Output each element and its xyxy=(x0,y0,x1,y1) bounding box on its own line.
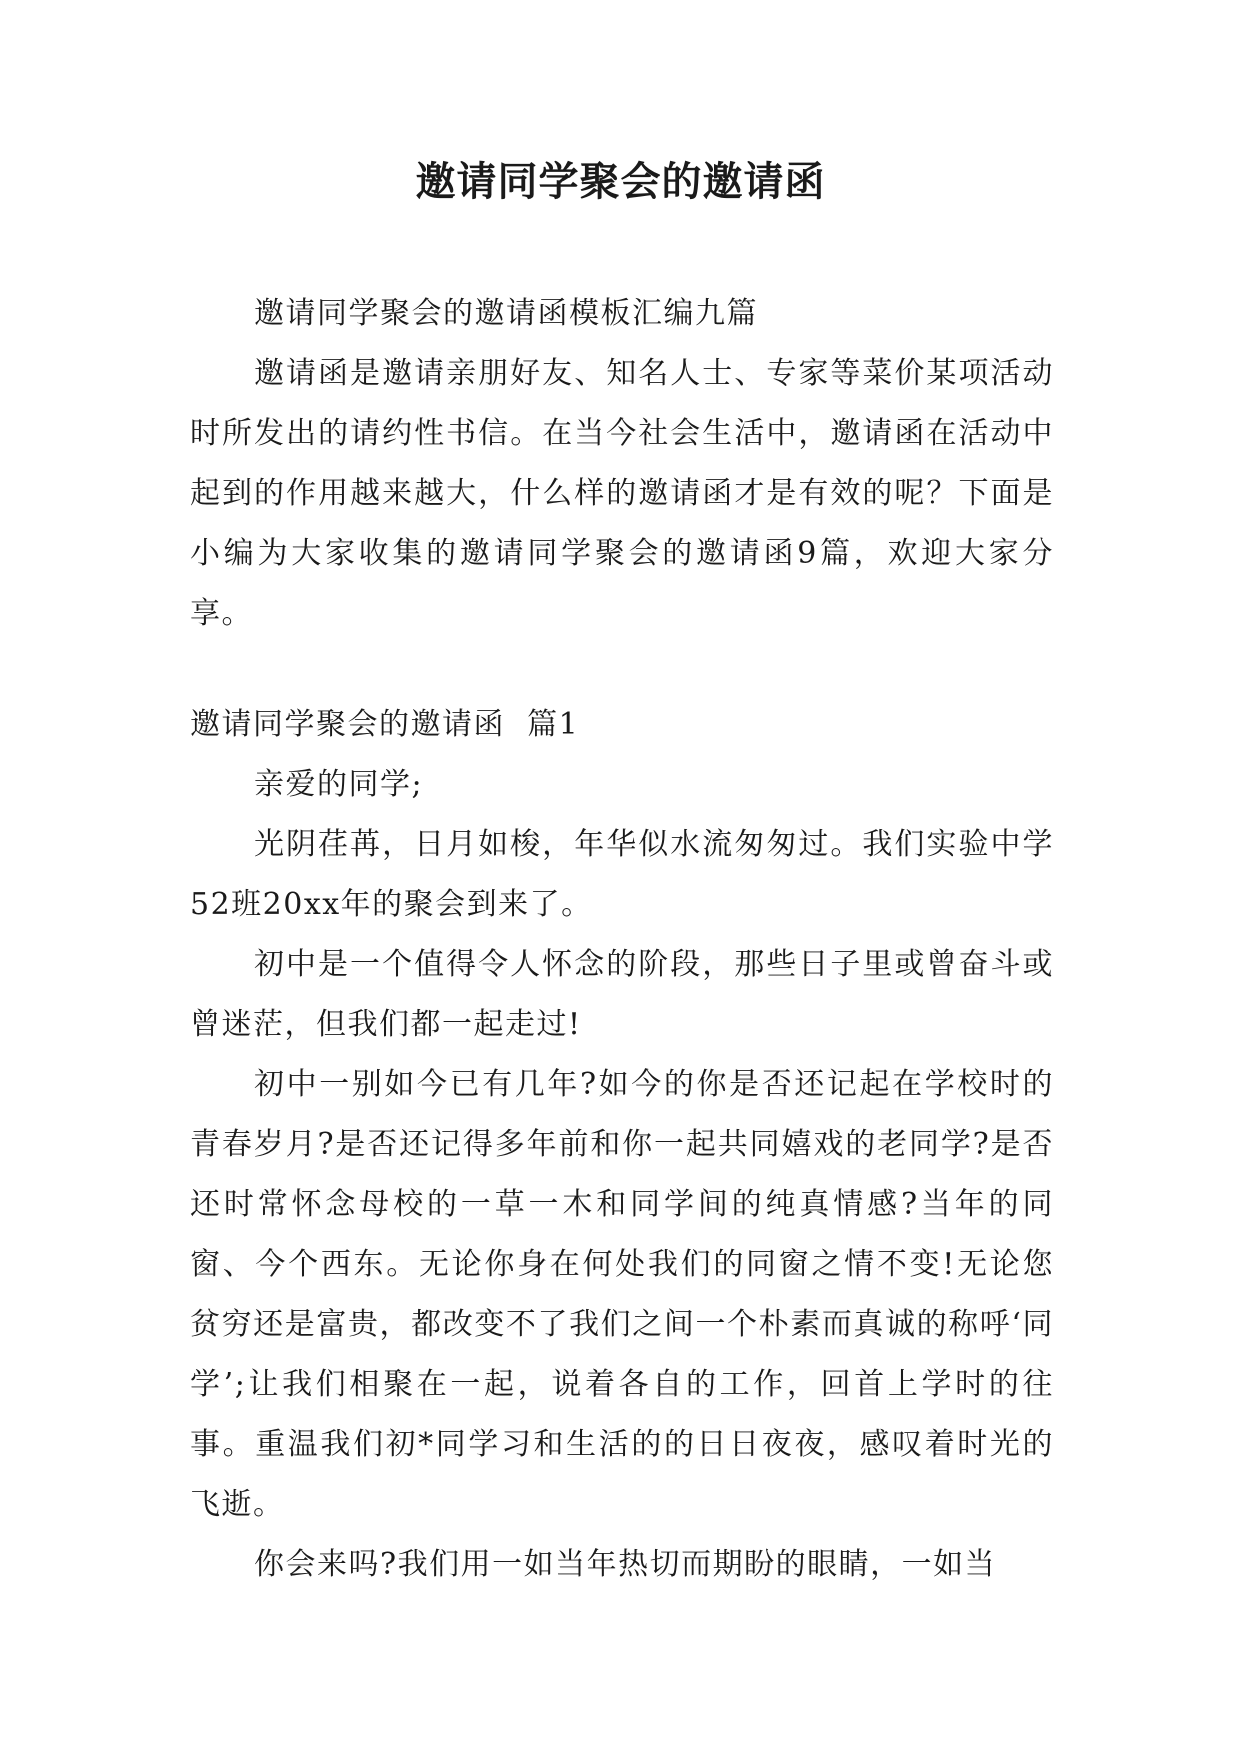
paragraph-3: 初中一别如今已有几年?如今的你是否还记起在学校时的青春岁月?是否还记得多年前和你一起共同嬉戏的老同学?是否还时常怀念母校的一草一木和同学间的纯真情感?当年的同窗、今个西东。无论你身在何处我们的同窗之情不变!无论您贫穷还是富贵，都改变不了我们之间一个朴素而真诚的称呼‘同学’;让我们相聚在一起，说着各自的工作，回首上学时的往事。重温我们初*同学习和生活的的日日夜夜，感叹着时光的飞逝。 xyxy=(190,1067,1054,1522)
intro-paragraph: 邀请函是邀请亲朋好友、知名人士、专家等菜价某项活动时所发出的请约性书信。在当今社会生活中，邀请函在活动中起到的作用越来越大，什么样的邀请函才是有效的呢？下面是小编为大家收集的邀请同学聚会的邀请函9篇，欢迎大家分享。 xyxy=(190,356,1054,631)
intro-subtitle: 邀请同学聚会的邀请函模板汇编九篇 xyxy=(254,296,758,331)
intro-block xyxy=(190,284,1054,644)
document-title: 邀请同学聚会的邀请函 xyxy=(415,158,826,205)
section-1 xyxy=(190,695,1054,1595)
section-heading: 邀请同学聚会的邀请函 篇1 xyxy=(190,707,580,742)
greeting: 亲爱的同学; xyxy=(254,767,424,802)
paragraph-1: 光阴荏苒，日月如梭，年华似水流匆匆过。我们实验中学52班20xx年的聚会到来了。 xyxy=(190,827,1054,922)
paragraph-4: 你会来吗?我们用一如当年热切而期盼的眼睛，一如当 xyxy=(254,1547,997,1582)
paragraph-2: 初中是一个值得令人怀念的阶段，那些日子里或曾奋斗或曾迷茫，但我们都一起走过! xyxy=(190,947,1054,1042)
